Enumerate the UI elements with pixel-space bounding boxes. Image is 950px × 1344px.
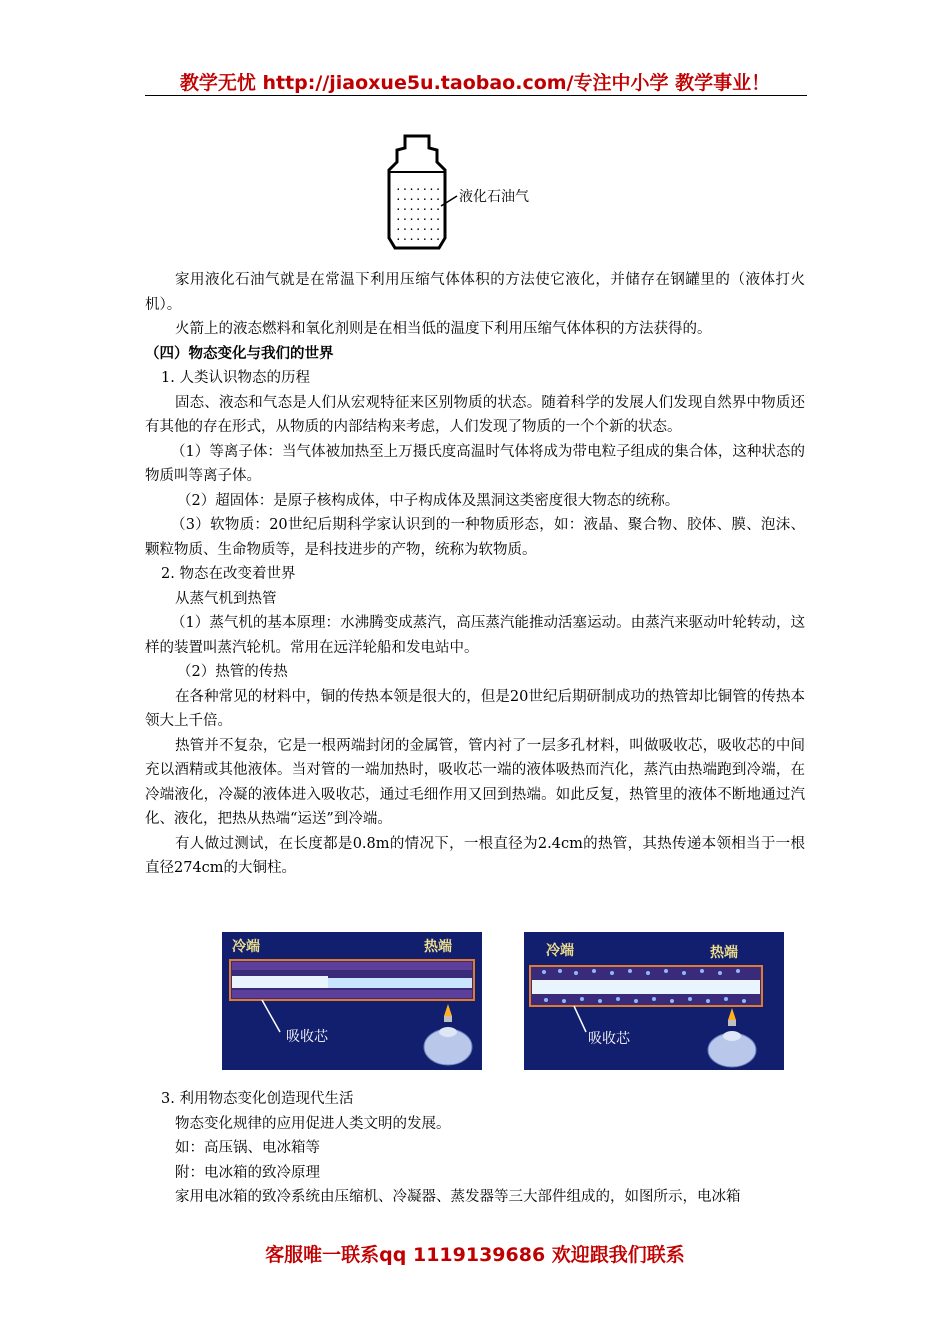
subsection-heading: 1. 人类认识物态的历程 xyxy=(161,370,310,386)
svg-text:.......: ....... xyxy=(395,190,442,203)
tank-label: 液化石油气 xyxy=(459,189,529,205)
paragraph: （1）蒸气机的基本原理：水沸腾变成蒸汽，高压蒸汽能推动活塞运动。由蒸汽来驱动叶轮转动，这样的装置叫蒸汽轮机。常用在远洋轮船和发电站中。 xyxy=(145,615,805,656)
label-leader-line xyxy=(441,196,457,206)
paragraph: 家用电冰箱的致冷系统由压缩机、冷凝器、蒸发器等三大部件组成的，如图所示，电冰箱 xyxy=(175,1189,741,1205)
paragraph: 附：电冰箱的致冷原理 xyxy=(175,1164,320,1181)
paragraph: （2）超固体：是原子核构成体，中子构成体及黑洞这类密度很大物态的统称。 xyxy=(177,492,680,509)
cold-end-label: 冷端 xyxy=(546,943,574,959)
heat-pipe-panel-right xyxy=(524,932,784,1070)
paragraph: （3）软物质：20世纪后期科学家认识到的一种物质形态，如：液晶、聚合物、胶体、膜、泡沫、颗粒物质、生命物质等，是科技进步的产物，统称为软物质。 xyxy=(145,517,805,558)
wick-label: 吸收芯 xyxy=(588,1031,630,1047)
paragraph: 家用液化石油气就是在常温下利用压缩气体体积的方法使它液化，并储存在钢罐里的（液体打火机）。 xyxy=(145,272,805,313)
svg-text:.......: ....... xyxy=(395,220,442,233)
paragraph: 有人做过测试，在长度都是0.8m的情况下，一根直径为2.4cm的热管，其热传递本领相当于一根直径274cm的大铜柱。 xyxy=(145,835,805,876)
subsection-heading: 2. 物态在改变着世界 xyxy=(161,566,296,582)
page-footer: 客服唯一联系qq 1119139686 欢迎跟我们联系 xyxy=(265,1244,685,1266)
page-header: 教学无忧 http://jiaoxue5u.taobao.com/专注中小学 教学事业！ xyxy=(179,72,771,94)
paragraph: 如：高压锅、电冰箱等 xyxy=(175,1140,320,1156)
paragraph: （2）热管的传热 xyxy=(177,664,288,680)
paragraph: 固态、液态和气态是人们从宏观特征来区别物质的状态。随着科学的发展人们发现自然界中物质还有其他的存在形式，从物质的内部结构来考虑，人们发现了物质的一个个新的状态。 xyxy=(145,394,805,435)
paragraph: 物态变化规律的应用促进人类文明的发展。 xyxy=(175,1115,451,1132)
svg-text:.......: ....... xyxy=(395,200,442,213)
paragraph: 从蒸气机到热管 xyxy=(175,590,277,607)
wick-label: 吸收芯 xyxy=(286,1029,328,1045)
body-text-bottom xyxy=(145,1087,805,1210)
header-divider xyxy=(145,95,807,96)
lpg-tank-figure xyxy=(385,128,575,260)
svg-text:.......: ....... xyxy=(395,210,442,223)
heat-pipe-drawing-right xyxy=(524,932,784,1070)
paragraph: （1）等离子体：当气体被加热至上万摄氏度高温时气体将成为带电粒子组成的集合体，这种状态的物质叫等离子体。 xyxy=(145,443,805,484)
hot-end-label: 热端 xyxy=(424,939,452,955)
section-heading: （四）物态变化与我们的世界 xyxy=(145,344,334,362)
heat-pipe-drawing-left xyxy=(222,932,482,1070)
svg-text:.......: ....... xyxy=(395,230,442,243)
body-text-top xyxy=(145,268,805,881)
svg-text:.......: ....... xyxy=(395,180,442,193)
hot-end-label: 热端 xyxy=(710,945,738,961)
paragraph: 热管并不复杂，它是一根两端封闭的金属管，管内衬了一层多孔材料，叫做吸收芯，吸收芯的中间充以酒精或其他液体。当对管的一端加热时，吸收芯一端的液体吸热而汽化，蒸汽由热端跑到冷端，在冷端液化，冷凝的液体进入吸收芯，通过毛细作用又回到热端。如此反复，热管里的液体不断地通过汽化、液化，把热从热端“运送”到冷端。 xyxy=(145,737,805,827)
tank-liquid-dots xyxy=(395,180,441,243)
subsection-heading: 3. 利用物态变化创造现代生活 xyxy=(161,1091,354,1107)
heat-pipe-panel-left xyxy=(222,932,482,1070)
cold-end-label: 冷端 xyxy=(232,939,260,955)
paragraph: 在各种常见的材料中，铜的传热本领是很大的，但是20世纪后期研制成功的热管却比铜管的传热本领大上千倍。 xyxy=(145,688,805,729)
paragraph: 火箭上的液态燃料和氧化剂则是在相当低的温度下利用压缩气体体积的方法获得的。 xyxy=(175,321,712,337)
